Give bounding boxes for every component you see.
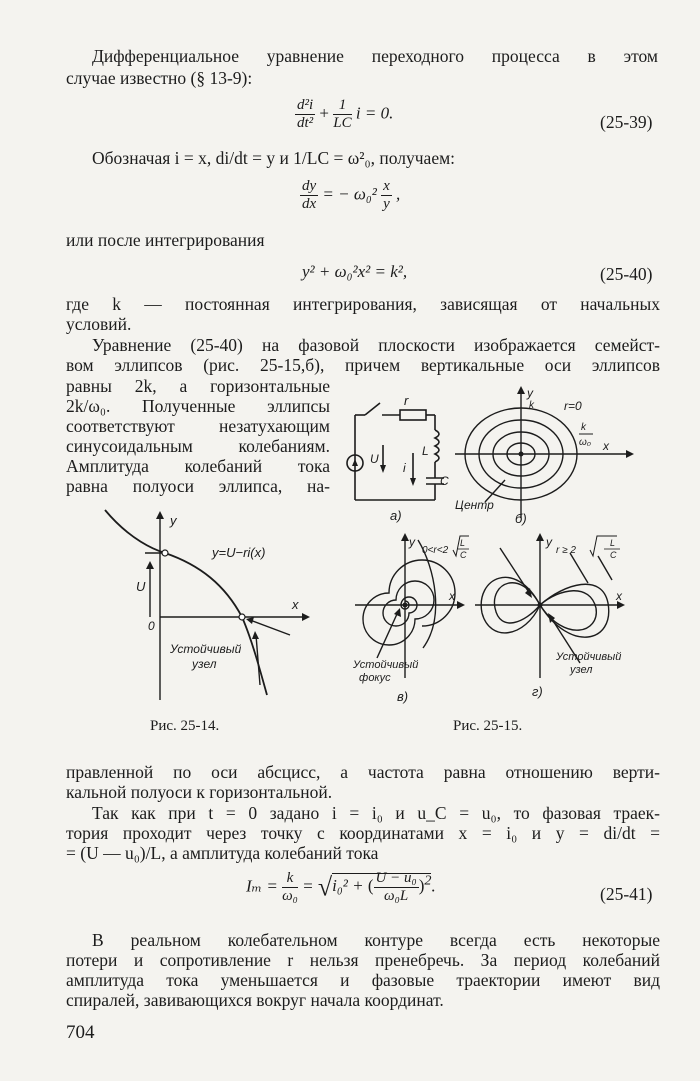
equation-number: (25-41) [600, 884, 653, 904]
paragraph-line: или после интегрирования [66, 230, 265, 250]
paragraph-line: амплитуда тока уменьшается и фазовые траектории имеют вид [66, 970, 660, 990]
paragraph-line: 2k/ω₀. Полученные эллипсы [66, 396, 330, 416]
eq41-den1: ω₀ [282, 888, 298, 904]
label-k-over: k [581, 422, 586, 433]
paragraph-line: = (U — u₀)/L, а амплитуда колебаний тока [66, 843, 379, 863]
eq39-num2: 1 [333, 97, 351, 115]
eq41-lhs: Iₘ = [246, 876, 278, 896]
paragraph-line: где k — постоянная интегрирования, зависящая от начальных [66, 294, 660, 314]
figure-25-15b-ellipses [455, 380, 640, 528]
axis-y: y [546, 535, 552, 549]
label-r: r [404, 393, 409, 408]
cond-g: r ≥ 2 [556, 545, 576, 556]
paragraph-line: кальной полуоси к горизонтальной. [66, 782, 333, 802]
eq39-den2: LC [333, 115, 352, 131]
fig14-node-label-2: узел [192, 657, 217, 671]
paragraph-line: Обозначая i = x, di/dt = y и 1/LC = ω²₀, получаем: [92, 148, 456, 168]
figure-25-15a-circuit [340, 385, 460, 525]
paragraph-line: вом эллипсов (рис. 25-15,б), причем вертикальные оси эллипсов [66, 355, 660, 375]
paragraph-line: случае известно (§ 13-9): [66, 68, 253, 88]
page-number: 704 [66, 1022, 95, 1043]
eq41-end: . [431, 876, 436, 896]
sqrt-num-g: L [610, 538, 616, 548]
eqmid-num2: x [383, 178, 390, 194]
axis-x: x [449, 589, 455, 603]
label-C: C [440, 474, 449, 488]
equation-25-39: $\frac{\text{d²i}}{\text{dt²}}$ + $\frac{1}{LC}$ i = 0. [297, 97, 394, 131]
equation-number: (25-39) [600, 112, 653, 132]
label-i: i [403, 461, 406, 475]
axis-x: x [603, 439, 609, 453]
eq39-den1: dt² [297, 115, 314, 131]
axis-y: y [527, 386, 533, 400]
equation-dy-dx [300, 178, 400, 213]
paragraph-line: синусоидальным колебаниям. [66, 436, 330, 456]
label-k: k [529, 400, 534, 411]
node-label-2: узел [570, 664, 593, 676]
paragraph-line: Так как при t = 0 задано i = i₀ и u_C = u₀, то фазовая траек- [92, 803, 660, 823]
fig14-axis-y: y [170, 513, 177, 528]
label-v: в) [397, 689, 409, 704]
equation-25-41: Iₘ = $\frac{k}{\text{ω₀}}$ = √i₀² + ( $\frac{\text{U − u₀}}{\text{ω₀L}}$ )$^2$. [246, 870, 436, 904]
fig14-axis-x: x [292, 597, 299, 612]
sqrt-den-v: C [460, 550, 467, 560]
label-g: г) [532, 684, 543, 699]
axis-x: x [616, 589, 622, 603]
paragraph-line: равна полуоси эллипса, на- [66, 476, 330, 496]
paragraph-line: правленной по оси абсцисс, а частота равна отношению верти- [66, 762, 660, 782]
paragraph-line: тория проходит через точку с координатами x = i₀ и y = di/dt = [66, 823, 660, 843]
label-center: Центр [455, 498, 494, 512]
eqmid-mid: = − ω₀² [322, 184, 377, 204]
eq41-den2: ω₀L [384, 888, 409, 904]
equation-number: (25-40) [600, 264, 653, 284]
eq41-inner: i₀² + [332, 876, 368, 896]
fig14-U: U [136, 579, 146, 594]
paragraph-line: Дифференциальное уравнение переходного процесса в этом [92, 46, 658, 66]
eqmid-den1: dx [302, 196, 317, 212]
paragraph-line: спиралей, завивающихся вокруг начала координат. [66, 990, 444, 1010]
node-label-1: Устойчивый [556, 651, 622, 663]
label-b: б) [515, 511, 527, 526]
paragraph-line: Уравнение (25-40) на фазовой плоскости изображается семейст- [92, 335, 660, 355]
eq39-rest: i = 0. [355, 103, 394, 123]
equation-25-40: y² + ω₀²x² = k², [302, 262, 408, 281]
figure-25-14 [100, 505, 320, 710]
paragraph-line: соответствуют незатухающим [66, 416, 330, 436]
label-r0: r=0 [564, 399, 582, 413]
paragraph-line: равны 2k, а горизонтальные [66, 376, 330, 396]
eqmid-rest: , [396, 184, 401, 204]
label-w0: ω₀ [579, 437, 592, 448]
sqrt-den-g: C [610, 550, 617, 560]
axis-y: y [409, 535, 415, 549]
figure-25-15g-node [470, 528, 640, 708]
fig14-node-label-1: Устойчивый [170, 642, 242, 656]
sqrt-num-v: L [460, 538, 466, 548]
label-L: L [422, 444, 429, 458]
paragraph-line: потери и сопротивление r нельзя пренебречь. За период колебаний [66, 950, 660, 970]
eq41-sup: 2 [424, 872, 432, 889]
focus-label-2: фокус [359, 672, 391, 684]
fig14-curve-label: y=U−ri(x) [212, 545, 266, 560]
focus-label-1: Устойчивый [353, 659, 419, 671]
eq39-num1: d²i [297, 97, 314, 113]
cond-v: 0<r<2 [422, 545, 449, 556]
eq41-num2: U − u₀ [375, 870, 417, 886]
paragraph-line: условий. [66, 314, 132, 334]
eq41-eqsign: = [302, 876, 314, 896]
paragraph-line: Амплитуда колебаний тока [66, 456, 330, 476]
eqmid-num1: dy [302, 178, 317, 194]
fig14-origin: 0 [148, 619, 155, 633]
label-U: U [370, 452, 379, 466]
caption-fig-25-15: Рис. 25-15. [453, 718, 523, 734]
caption-fig-25-14: Рис. 25-14. [150, 718, 220, 734]
paragraph-line: В реальном колебательном контуре всегда есть некоторые [92, 930, 660, 950]
label-a: а) [390, 508, 402, 523]
eqmid-den2: y [383, 196, 390, 212]
figure-25-15v-focus [345, 528, 470, 708]
eq41-num1: k [282, 870, 298, 888]
